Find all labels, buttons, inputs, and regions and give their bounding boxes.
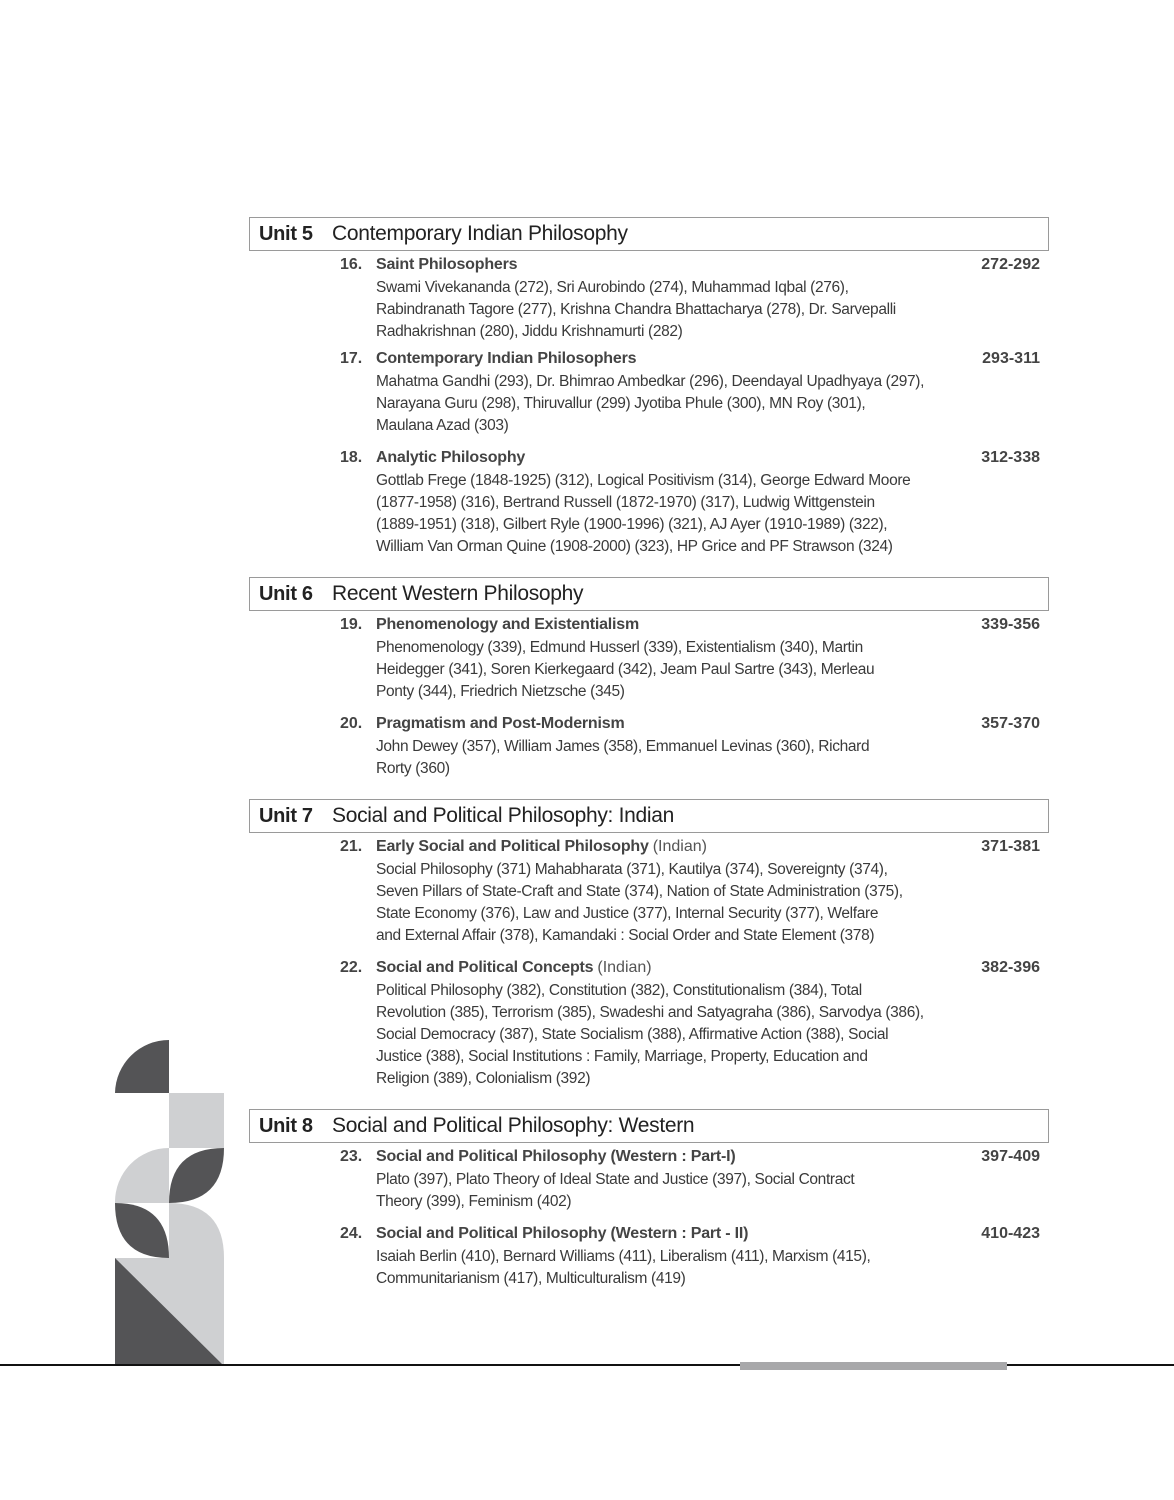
entry-topics-line: Mahatma Gandhi (293), Dr. Bhimrao Ambedkar (296), Deendayal Upadhyaya (297), [376, 373, 925, 390]
entry-topics-line: John Dewey (357), William James (358), Emmanuel Levinas (360), Richard [376, 738, 870, 755]
entry-number: 17. [340, 350, 363, 367]
unit-header [249, 799, 1049, 833]
geometric-decoration [115, 1040, 225, 1366]
entry-topics-line: William Van Orman Quine (1908-2000) (323), HP Grice and PF Strawson (324) [376, 538, 893, 555]
unit-label: Unit 6 [259, 582, 313, 605]
light-half-shape-left [115, 1148, 169, 1203]
entry-pages: 410-423 [981, 1225, 1040, 1242]
entry-topics-line: (1889-1951) (318), Gilbert Ryle (1900-1996) (321), AJ Ayer (1910-1989) (322), [376, 516, 888, 533]
entry-topics-line: Religion (389), Colonialism (392) [376, 1070, 591, 1087]
entry-title: Pragmatism and Post-Modernism [376, 715, 625, 732]
entry-number: 21. [340, 838, 363, 855]
entry-topics-line: Rabindranath Tagore (277), Krishna Chandra Bhattacharya (278), Dr. Sarvepalli [376, 301, 896, 318]
entry-topics-line: Political Philosophy (382), Constitution (382), Constitutionalism (384), Total [376, 982, 862, 999]
entry-topics-line: Revolution (385), Terrorism (385), Swadeshi and Satyagraha (386), Sarvodya (386), [376, 1004, 924, 1021]
entry-topics-line: Radhakrishnan (280), Jiddu Krishnamurti (282) [376, 323, 683, 340]
entry-pages: 357-370 [981, 715, 1040, 732]
entry-heading [340, 253, 1049, 277]
toc-entry [249, 253, 1049, 343]
entry-topics-line: Plato (397), Plato Theory of Ideal State and Justice (397), Social Contract [376, 1171, 855, 1188]
entry-pages: 293-311 [982, 350, 1040, 367]
entry-topics-line: Swami Vivekananda (272), Sri Aurobindo (274), Muhammad Iqbal (276), [376, 279, 849, 296]
entry-topics-line: Social Philosophy (371) Mahabharata (371), Kautilya (374), Sovereignty (374), [376, 861, 888, 878]
toc-entry [249, 835, 1049, 947]
entry-title: Saint Philosophers [376, 256, 518, 273]
entry-topics-line: and External Affair (378), Kamandaki : Social Order and State Element (378) [376, 927, 875, 944]
unit-title: Contemporary Indian Philosophy [332, 222, 628, 245]
entry-topics-line: Seven Pillars of State-Craft and State (374), Nation of State Administration (375), [376, 883, 903, 900]
unit-header [249, 1109, 1049, 1143]
entry-topics-line: State Economy (376), Law and Justice (377), Internal Security (377), Welfare [376, 905, 879, 922]
dark-leaf-right [169, 1148, 224, 1203]
entry-topics-line: Theory (399), Feminism (402) [376, 1193, 572, 1210]
entry-number: 19. [340, 616, 363, 633]
toc-entry [249, 347, 1049, 437]
entry-heading [340, 613, 1049, 637]
dark-leaf-left [115, 1203, 169, 1258]
table-of-contents [249, 217, 1049, 1290]
entry-topics-line: Phenomenology (339), Edmund Husserl (339), Existentialism (340), Martin [376, 639, 863, 656]
unit-title: Social and Political Philosophy: Indian [332, 804, 675, 827]
toc-entry [249, 712, 1049, 780]
entry-title: Phenomenology and Existentialism [376, 616, 639, 633]
entry-title: Social and Political Concepts [376, 959, 594, 976]
entry-number: 16. [340, 256, 363, 273]
entry-topics-line: Heidegger (341), Soren Kierkegaard (342), Jeam Paul Sartre (343), Merleau [376, 661, 875, 678]
entry-topics-line: Narayana Guru (298), Thiruvallur (299) Jyotiba Phule (300), MN Roy (301), [376, 395, 866, 412]
entry-topics-line: Ponty (344), Friedrich Nietzsche (345) [376, 683, 625, 700]
entry-topics-line: Gottlab Frege (1848-1925) (312), Logical Positivism (314), George Edward Moore [376, 472, 911, 489]
unit-label: Unit 5 [259, 222, 313, 245]
entry-topics-line: Communitarianism (417), Multiculturalism (419) [376, 1270, 686, 1287]
unit-label: Unit 7 [259, 804, 313, 827]
unit-header [249, 217, 1049, 251]
entry-topics-line: Rorty (360) [376, 760, 450, 777]
entry-topics-line: (1877-1958) (316), Bertrand Russell (1872-1970) (317), Ludwig Wittgenstein [376, 494, 875, 511]
entry-topics-line: Justice (388), Social Institutions : Family, Marriage, Property, Education and [376, 1048, 868, 1065]
entry-pages: 397-409 [981, 1148, 1040, 1165]
entry-qualifier: (Indian) [597, 959, 652, 976]
unit-label: Unit 8 [259, 1114, 313, 1137]
entry-topics-line: Isaiah Berlin (410), Bernard Williams (411), Liberalism (411), Marxism (415), [376, 1248, 871, 1265]
entry-topics-line: Social Democracy (387), State Socialism (388), Affirmative Action (388), Social [376, 1026, 889, 1043]
entry-pages: 339-356 [981, 616, 1040, 633]
entry-title: Social and Political Philosophy (Western : Part-I) [376, 1148, 736, 1165]
entry-heading [340, 712, 1049, 736]
unit-header [249, 577, 1049, 611]
entry-pages: 371-381 [981, 838, 1040, 855]
toc-entry [249, 1145, 1049, 1213]
entry-title: Analytic Philosophy [376, 449, 526, 466]
light-quarter-shape [169, 1093, 224, 1148]
entry-title: Early Social and Political Philosophy [376, 838, 649, 855]
entry-pages: 272-292 [981, 256, 1040, 273]
entry-heading [340, 446, 1049, 470]
light-half-shape-right [169, 1203, 224, 1258]
footer-accent-bar [740, 1362, 1007, 1370]
toc-entry [249, 956, 1049, 1090]
entry-heading [340, 835, 1049, 859]
dark-quarter-circle [115, 1040, 169, 1093]
unit-title: Social and Political Philosophy: Western [332, 1114, 695, 1137]
entry-number: 20. [340, 715, 363, 732]
entry-number: 24. [340, 1225, 363, 1242]
toc-entry [249, 446, 1049, 558]
entry-pages: 382-396 [981, 959, 1040, 976]
entry-number: 22. [340, 959, 363, 976]
entry-number: 18. [340, 449, 363, 466]
toc-entry [249, 613, 1049, 703]
entry-heading [340, 956, 1049, 980]
unit-title: Recent Western Philosophy [332, 582, 584, 605]
entry-title: Contemporary Indian Philosophers [376, 350, 637, 367]
toc-entry [249, 1222, 1049, 1290]
entry-heading [340, 1145, 1049, 1169]
entry-heading [340, 347, 1049, 371]
entry-pages: 312-338 [981, 449, 1040, 466]
entry-topics-line: Maulana Azad (303) [376, 417, 509, 434]
entry-number: 23. [340, 1148, 363, 1165]
entry-heading [340, 1222, 1049, 1246]
entry-qualifier: (Indian) [652, 838, 707, 855]
entry-title: Social and Political Philosophy (Western : Part - II) [376, 1225, 749, 1242]
